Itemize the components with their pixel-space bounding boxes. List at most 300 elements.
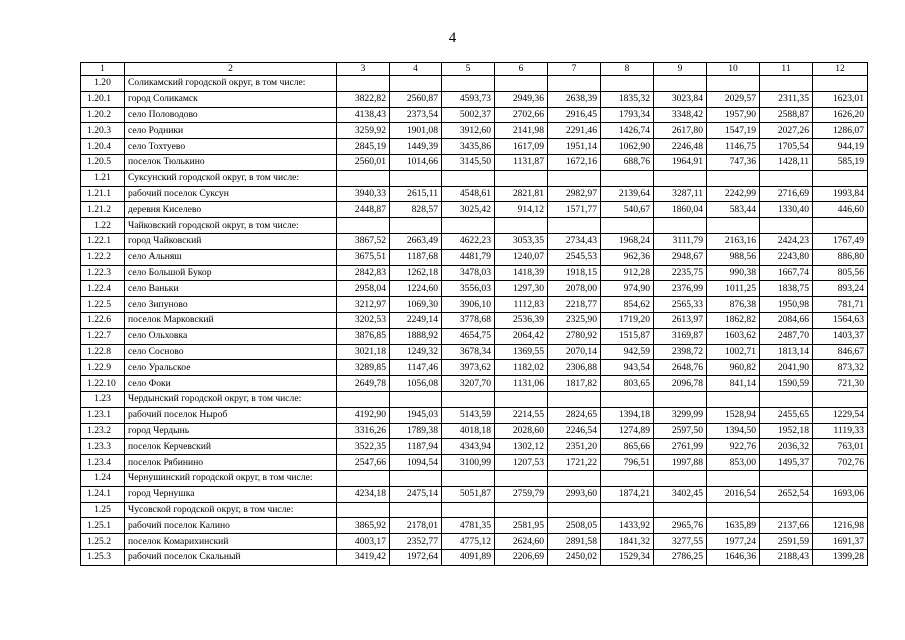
settlement-name-cell: село Большой Букор (125, 265, 337, 281)
value-cell (390, 170, 442, 186)
value-cell (548, 76, 601, 92)
value-cell: 446,60 (813, 202, 868, 218)
value-cell: 886,80 (813, 249, 868, 265)
value-cell: 1950,98 (760, 297, 813, 313)
value-cell (337, 391, 390, 407)
value-cell: 3287,11 (654, 186, 707, 202)
settlement-name-cell: рабочий поселок Скальный (125, 549, 337, 565)
value-cell: 1968,24 (601, 233, 654, 249)
value-cell: 2218,77 (548, 297, 601, 313)
row-code-cell: 1.24 (81, 470, 125, 486)
value-cell: 2246,54 (548, 423, 601, 439)
value-cell (495, 470, 548, 486)
value-cell: 2064,42 (495, 328, 548, 344)
settlement-name-cell: село Ваньки (125, 281, 337, 297)
row-code-cell: 1.22.4 (81, 281, 125, 297)
value-cell: 2235,75 (654, 265, 707, 281)
row-code-cell: 1.22.1 (81, 233, 125, 249)
value-cell: 2545,53 (548, 249, 601, 265)
value-cell: 1617,09 (495, 139, 548, 155)
value-cell: 1240,07 (495, 249, 548, 265)
row-code-cell: 1.21 (81, 170, 125, 186)
value-cell: 2649,78 (337, 376, 390, 392)
value-cell: 846,67 (813, 344, 868, 360)
row-code-cell: 1.23 (81, 391, 125, 407)
value-cell: 2759,79 (495, 486, 548, 502)
group-row (81, 502, 868, 518)
value-cell: 1838,75 (760, 281, 813, 297)
value-cell: 3169,87 (654, 328, 707, 344)
value-cell (813, 502, 868, 518)
value-cell (548, 218, 601, 234)
value-cell: 3822,82 (337, 91, 390, 107)
value-cell: 3402,45 (654, 486, 707, 502)
value-cell (601, 170, 654, 186)
value-cell: 5143,59 (442, 407, 495, 423)
column-number-cell: 4 (390, 63, 442, 76)
row-code-cell: 1.20 (81, 76, 125, 92)
value-cell: 1399,28 (813, 549, 868, 565)
value-cell: 4018,18 (442, 423, 495, 439)
value-cell: 2588,87 (760, 107, 813, 123)
tariff-table (80, 62, 868, 566)
value-cell: 3021,18 (337, 344, 390, 360)
value-cell: 3435,86 (442, 139, 495, 155)
value-cell: 2560,01 (337, 154, 390, 170)
value-cell: 4775,12 (442, 534, 495, 550)
value-cell (337, 502, 390, 518)
value-cell: 2475,14 (390, 486, 442, 502)
settlement-name-cell: село Зипуново (125, 297, 337, 313)
value-cell: 1394,50 (707, 423, 760, 439)
column-number-cell: 9 (654, 63, 707, 76)
value-cell: 4003,17 (337, 534, 390, 550)
value-cell: 2291,46 (548, 123, 601, 139)
value-cell: 2638,39 (548, 91, 601, 107)
row-code-cell: 1.21.2 (81, 202, 125, 218)
table-row (81, 154, 868, 170)
table-row (81, 202, 868, 218)
value-cell: 2617,80 (654, 123, 707, 139)
value-cell (707, 218, 760, 234)
value-cell: 1131,87 (495, 154, 548, 170)
value-cell (337, 218, 390, 234)
value-cell (654, 470, 707, 486)
value-cell: 1182,02 (495, 360, 548, 376)
value-cell: 2188,43 (760, 549, 813, 565)
table-row (81, 186, 868, 202)
value-cell: 876,38 (707, 297, 760, 313)
value-cell: 1646,36 (707, 549, 760, 565)
value-cell: 1997,88 (654, 455, 707, 471)
value-cell: 1841,32 (601, 534, 654, 550)
value-cell: 747,36 (707, 154, 760, 170)
column-number-cell: 8 (601, 63, 654, 76)
row-code-cell: 1.25.3 (81, 549, 125, 565)
row-code-cell: 1.25.1 (81, 518, 125, 534)
value-cell: 1187,94 (390, 439, 442, 455)
value-cell: 2547,66 (337, 455, 390, 471)
settlement-name-cell: село Альняш (125, 249, 337, 265)
row-code-cell: 1.23.4 (81, 455, 125, 471)
value-cell (813, 170, 868, 186)
value-cell: 942,59 (601, 344, 654, 360)
value-cell: 2702,66 (495, 107, 548, 123)
value-cell: 3025,42 (442, 202, 495, 218)
value-cell: 1721,22 (548, 455, 601, 471)
value-cell: 721,30 (813, 376, 868, 392)
value-cell: 2027,26 (760, 123, 813, 139)
row-code-cell: 1.20.1 (81, 91, 125, 107)
value-cell: 1964,91 (654, 154, 707, 170)
value-cell: 1433,92 (601, 518, 654, 534)
value-cell: 3100,99 (442, 455, 495, 471)
value-cell (760, 218, 813, 234)
value-cell: 3940,33 (337, 186, 390, 202)
value-cell: 1146,75 (707, 139, 760, 155)
column-number-cell: 7 (548, 63, 601, 76)
value-cell (654, 76, 707, 92)
table-row (81, 312, 868, 328)
value-cell: 2565,33 (654, 297, 707, 313)
value-cell: 4781,35 (442, 518, 495, 534)
value-cell: 3478,03 (442, 265, 495, 281)
table-row (81, 233, 868, 249)
value-cell: 1302,12 (495, 439, 548, 455)
group-row (81, 470, 868, 486)
value-cell: 4091,89 (442, 549, 495, 565)
value-cell: 2821,81 (495, 186, 548, 202)
value-cell: 2949,36 (495, 91, 548, 107)
value-cell: 962,36 (601, 249, 654, 265)
value-cell (548, 470, 601, 486)
value-cell: 2508,05 (548, 518, 601, 534)
value-cell (760, 76, 813, 92)
table-body (81, 63, 868, 566)
value-cell: 2450,02 (548, 549, 601, 565)
row-code-cell: 1.22.8 (81, 344, 125, 360)
row-code-cell: 1.23.1 (81, 407, 125, 423)
value-cell (601, 218, 654, 234)
table-row (81, 455, 868, 471)
settlement-name-cell: город Чердынь (125, 423, 337, 439)
row-code-cell: 1.22.6 (81, 312, 125, 328)
settlement-name-cell: рабочий поселок Суксун (125, 186, 337, 202)
value-cell: 3111,79 (654, 233, 707, 249)
value-cell (813, 391, 868, 407)
value-cell (601, 502, 654, 518)
row-code-cell: 1.20.5 (81, 154, 125, 170)
value-cell: 2993,60 (548, 486, 601, 502)
value-cell: 3912,60 (442, 123, 495, 139)
value-cell: 3259,92 (337, 123, 390, 139)
value-cell (390, 391, 442, 407)
value-cell: 2376,99 (654, 281, 707, 297)
value-cell: 2070,14 (548, 344, 601, 360)
value-cell: 2306,88 (548, 360, 601, 376)
value-cell: 1626,20 (813, 107, 868, 123)
value-cell: 1817,82 (548, 376, 601, 392)
value-cell: 2652,54 (760, 486, 813, 502)
table-row (81, 123, 868, 139)
value-cell: 922,76 (707, 439, 760, 455)
value-cell: 960,82 (707, 360, 760, 376)
district-name-cell: Соликамский городской округ, в том числе: (125, 76, 337, 92)
value-cell (813, 76, 868, 92)
value-cell: 2084,66 (760, 312, 813, 328)
value-cell: 1002,71 (707, 344, 760, 360)
value-cell: 805,56 (813, 265, 868, 281)
value-cell (760, 470, 813, 486)
table-row (81, 297, 868, 313)
value-cell: 1112,83 (495, 297, 548, 313)
value-cell: 3556,03 (442, 281, 495, 297)
value-cell: 1901,08 (390, 123, 442, 139)
value-cell: 763,01 (813, 439, 868, 455)
value-cell: 2137,66 (760, 518, 813, 534)
value-cell: 4593,73 (442, 91, 495, 107)
value-cell (442, 502, 495, 518)
value-cell: 1957,90 (707, 107, 760, 123)
value-cell (442, 76, 495, 92)
value-cell (495, 170, 548, 186)
value-cell: 1207,53 (495, 455, 548, 471)
value-cell: 1069,30 (390, 297, 442, 313)
row-code-cell: 1.22 (81, 218, 125, 234)
settlement-name-cell: село Уральское (125, 360, 337, 376)
row-code-cell: 1.22.9 (81, 360, 125, 376)
value-cell: 2096,78 (654, 376, 707, 392)
value-cell: 3316,26 (337, 423, 390, 439)
value-cell: 1262,18 (390, 265, 442, 281)
value-cell: 2958,04 (337, 281, 390, 297)
value-cell (601, 470, 654, 486)
value-cell: 2591,59 (760, 534, 813, 550)
value-cell: 2243,80 (760, 249, 813, 265)
value-cell: 3299,99 (654, 407, 707, 423)
value-cell: 2242,99 (707, 186, 760, 202)
value-cell: 2624,60 (495, 534, 548, 550)
value-cell: 2352,77 (390, 534, 442, 550)
value-cell: 1515,87 (601, 328, 654, 344)
value-cell: 1014,66 (390, 154, 442, 170)
table-row (81, 91, 868, 107)
value-cell: 2824,65 (548, 407, 601, 423)
value-cell: 1835,32 (601, 91, 654, 107)
value-cell: 2214,55 (495, 407, 548, 423)
settlement-name-cell: город Чернушка (125, 486, 337, 502)
value-cell: 1813,14 (760, 344, 813, 360)
table-row (81, 439, 868, 455)
table-row (81, 549, 868, 565)
value-cell: 1672,16 (548, 154, 601, 170)
value-cell: 2761,99 (654, 439, 707, 455)
value-cell: 2249,14 (390, 312, 442, 328)
row-code-cell: 1.20.2 (81, 107, 125, 123)
value-cell (337, 170, 390, 186)
value-cell: 2560,87 (390, 91, 442, 107)
value-cell: 3865,92 (337, 518, 390, 534)
value-cell: 2351,20 (548, 439, 601, 455)
value-cell (390, 502, 442, 518)
row-code-cell: 1.25.2 (81, 534, 125, 550)
table-row (81, 281, 868, 297)
value-cell: 2965,76 (654, 518, 707, 534)
value-cell (442, 391, 495, 407)
value-cell: 2734,43 (548, 233, 601, 249)
value-cell: 2536,39 (495, 312, 548, 328)
value-cell: 1952,18 (760, 423, 813, 439)
value-cell (654, 170, 707, 186)
value-cell: 1229,54 (813, 407, 868, 423)
settlement-name-cell: село Сосново (125, 344, 337, 360)
value-cell: 2029,57 (707, 91, 760, 107)
settlement-name-cell: деревня Киселево (125, 202, 337, 218)
row-code-cell: 1.23.3 (81, 439, 125, 455)
value-cell: 2663,49 (390, 233, 442, 249)
value-cell: 990,38 (707, 265, 760, 281)
group-row (81, 391, 868, 407)
value-cell: 873,32 (813, 360, 868, 376)
value-cell: 4548,61 (442, 186, 495, 202)
value-cell: 3277,55 (654, 534, 707, 550)
value-cell: 1330,40 (760, 202, 813, 218)
value-cell: 1297,30 (495, 281, 548, 297)
value-cell (548, 170, 601, 186)
value-cell: 3867,52 (337, 233, 390, 249)
value-cell: 2448,87 (337, 202, 390, 218)
value-cell: 2325,90 (548, 312, 601, 328)
value-cell (654, 218, 707, 234)
value-cell: 1623,01 (813, 91, 868, 107)
value-cell: 1147,46 (390, 360, 442, 376)
table-row (81, 376, 868, 392)
district-name-cell: Суксунский городской округ, в том числе: (125, 170, 337, 186)
district-name-cell: Чернушинский городской округ, в том числе: (125, 470, 337, 486)
value-cell: 2716,69 (760, 186, 813, 202)
value-cell: 2613,97 (654, 312, 707, 328)
value-cell: 1862,82 (707, 312, 760, 328)
value-cell: 854,62 (601, 297, 654, 313)
value-cell: 1286,07 (813, 123, 868, 139)
value-cell: 4138,43 (337, 107, 390, 123)
value-cell: 1793,34 (601, 107, 654, 123)
district-name-cell: Чусовской городской округ, в том числе: (125, 502, 337, 518)
value-cell: 2424,23 (760, 233, 813, 249)
value-cell (760, 391, 813, 407)
value-cell: 1056,08 (390, 376, 442, 392)
value-cell: 1449,39 (390, 139, 442, 155)
value-cell: 796,51 (601, 455, 654, 471)
column-number-row (81, 63, 868, 76)
row-code-cell: 1.20.4 (81, 139, 125, 155)
value-cell (707, 391, 760, 407)
settlement-name-cell: поселок Комарихинский (125, 534, 337, 550)
value-cell: 1667,74 (760, 265, 813, 281)
value-cell: 3289,85 (337, 360, 390, 376)
value-cell: 2036,32 (760, 439, 813, 455)
table-row (81, 407, 868, 423)
table-row (81, 518, 868, 534)
value-cell: 914,12 (495, 202, 548, 218)
table-row (81, 360, 868, 376)
value-cell: 2842,83 (337, 265, 390, 281)
value-cell: 4622,23 (442, 233, 495, 249)
value-cell (495, 502, 548, 518)
value-cell: 841,14 (707, 376, 760, 392)
value-cell: 1547,19 (707, 123, 760, 139)
value-cell: 3522,35 (337, 439, 390, 455)
column-number-cell: 3 (337, 63, 390, 76)
value-cell (442, 470, 495, 486)
district-name-cell: Чайковский городской округ, в том числе: (125, 218, 337, 234)
value-cell: 2487,70 (760, 328, 813, 344)
value-cell: 2016,54 (707, 486, 760, 502)
value-cell: 828,57 (390, 202, 442, 218)
value-cell (495, 391, 548, 407)
value-cell (813, 470, 868, 486)
row-code-cell: 1.22.3 (81, 265, 125, 281)
value-cell: 1131,06 (495, 376, 548, 392)
value-cell: 1529,34 (601, 549, 654, 565)
table-row (81, 249, 868, 265)
settlement-name-cell: город Чайковский (125, 233, 337, 249)
value-cell: 2078,00 (548, 281, 601, 297)
settlement-name-cell: рабочий поселок Ныроб (125, 407, 337, 423)
value-cell: 2597,50 (654, 423, 707, 439)
value-cell: 1635,89 (707, 518, 760, 534)
row-code-cell: 1.25 (81, 502, 125, 518)
value-cell: 1874,21 (601, 486, 654, 502)
value-cell: 1719,20 (601, 312, 654, 328)
value-cell: 3207,70 (442, 376, 495, 392)
value-cell: 2246,48 (654, 139, 707, 155)
value-cell: 912,28 (601, 265, 654, 281)
value-cell (548, 391, 601, 407)
value-cell: 3419,42 (337, 549, 390, 565)
value-cell: 2163,16 (707, 233, 760, 249)
value-cell: 3906,10 (442, 297, 495, 313)
column-number-cell: 10 (707, 63, 760, 76)
value-cell: 4654,75 (442, 328, 495, 344)
value-cell (495, 76, 548, 92)
value-cell (390, 76, 442, 92)
value-cell: 583,44 (707, 202, 760, 218)
value-cell: 540,67 (601, 202, 654, 218)
value-cell: 3876,85 (337, 328, 390, 344)
value-cell: 1693,06 (813, 486, 868, 502)
value-cell: 2206,69 (495, 549, 548, 565)
value-cell: 1418,39 (495, 265, 548, 281)
value-cell: 2948,67 (654, 249, 707, 265)
value-cell: 2178,01 (390, 518, 442, 534)
value-cell: 4234,18 (337, 486, 390, 502)
value-cell: 1011,25 (707, 281, 760, 297)
value-cell: 944,19 (813, 139, 868, 155)
row-code-cell: 1.22.7 (81, 328, 125, 344)
value-cell (390, 470, 442, 486)
value-cell: 781,71 (813, 297, 868, 313)
value-cell: 2982,97 (548, 186, 601, 202)
value-cell: 1993,84 (813, 186, 868, 202)
value-cell (707, 76, 760, 92)
value-cell: 2581,95 (495, 518, 548, 534)
column-number-cell: 5 (442, 63, 495, 76)
value-cell: 1187,68 (390, 249, 442, 265)
value-cell: 4192,90 (337, 407, 390, 423)
value-cell (707, 502, 760, 518)
table-row (81, 534, 868, 550)
